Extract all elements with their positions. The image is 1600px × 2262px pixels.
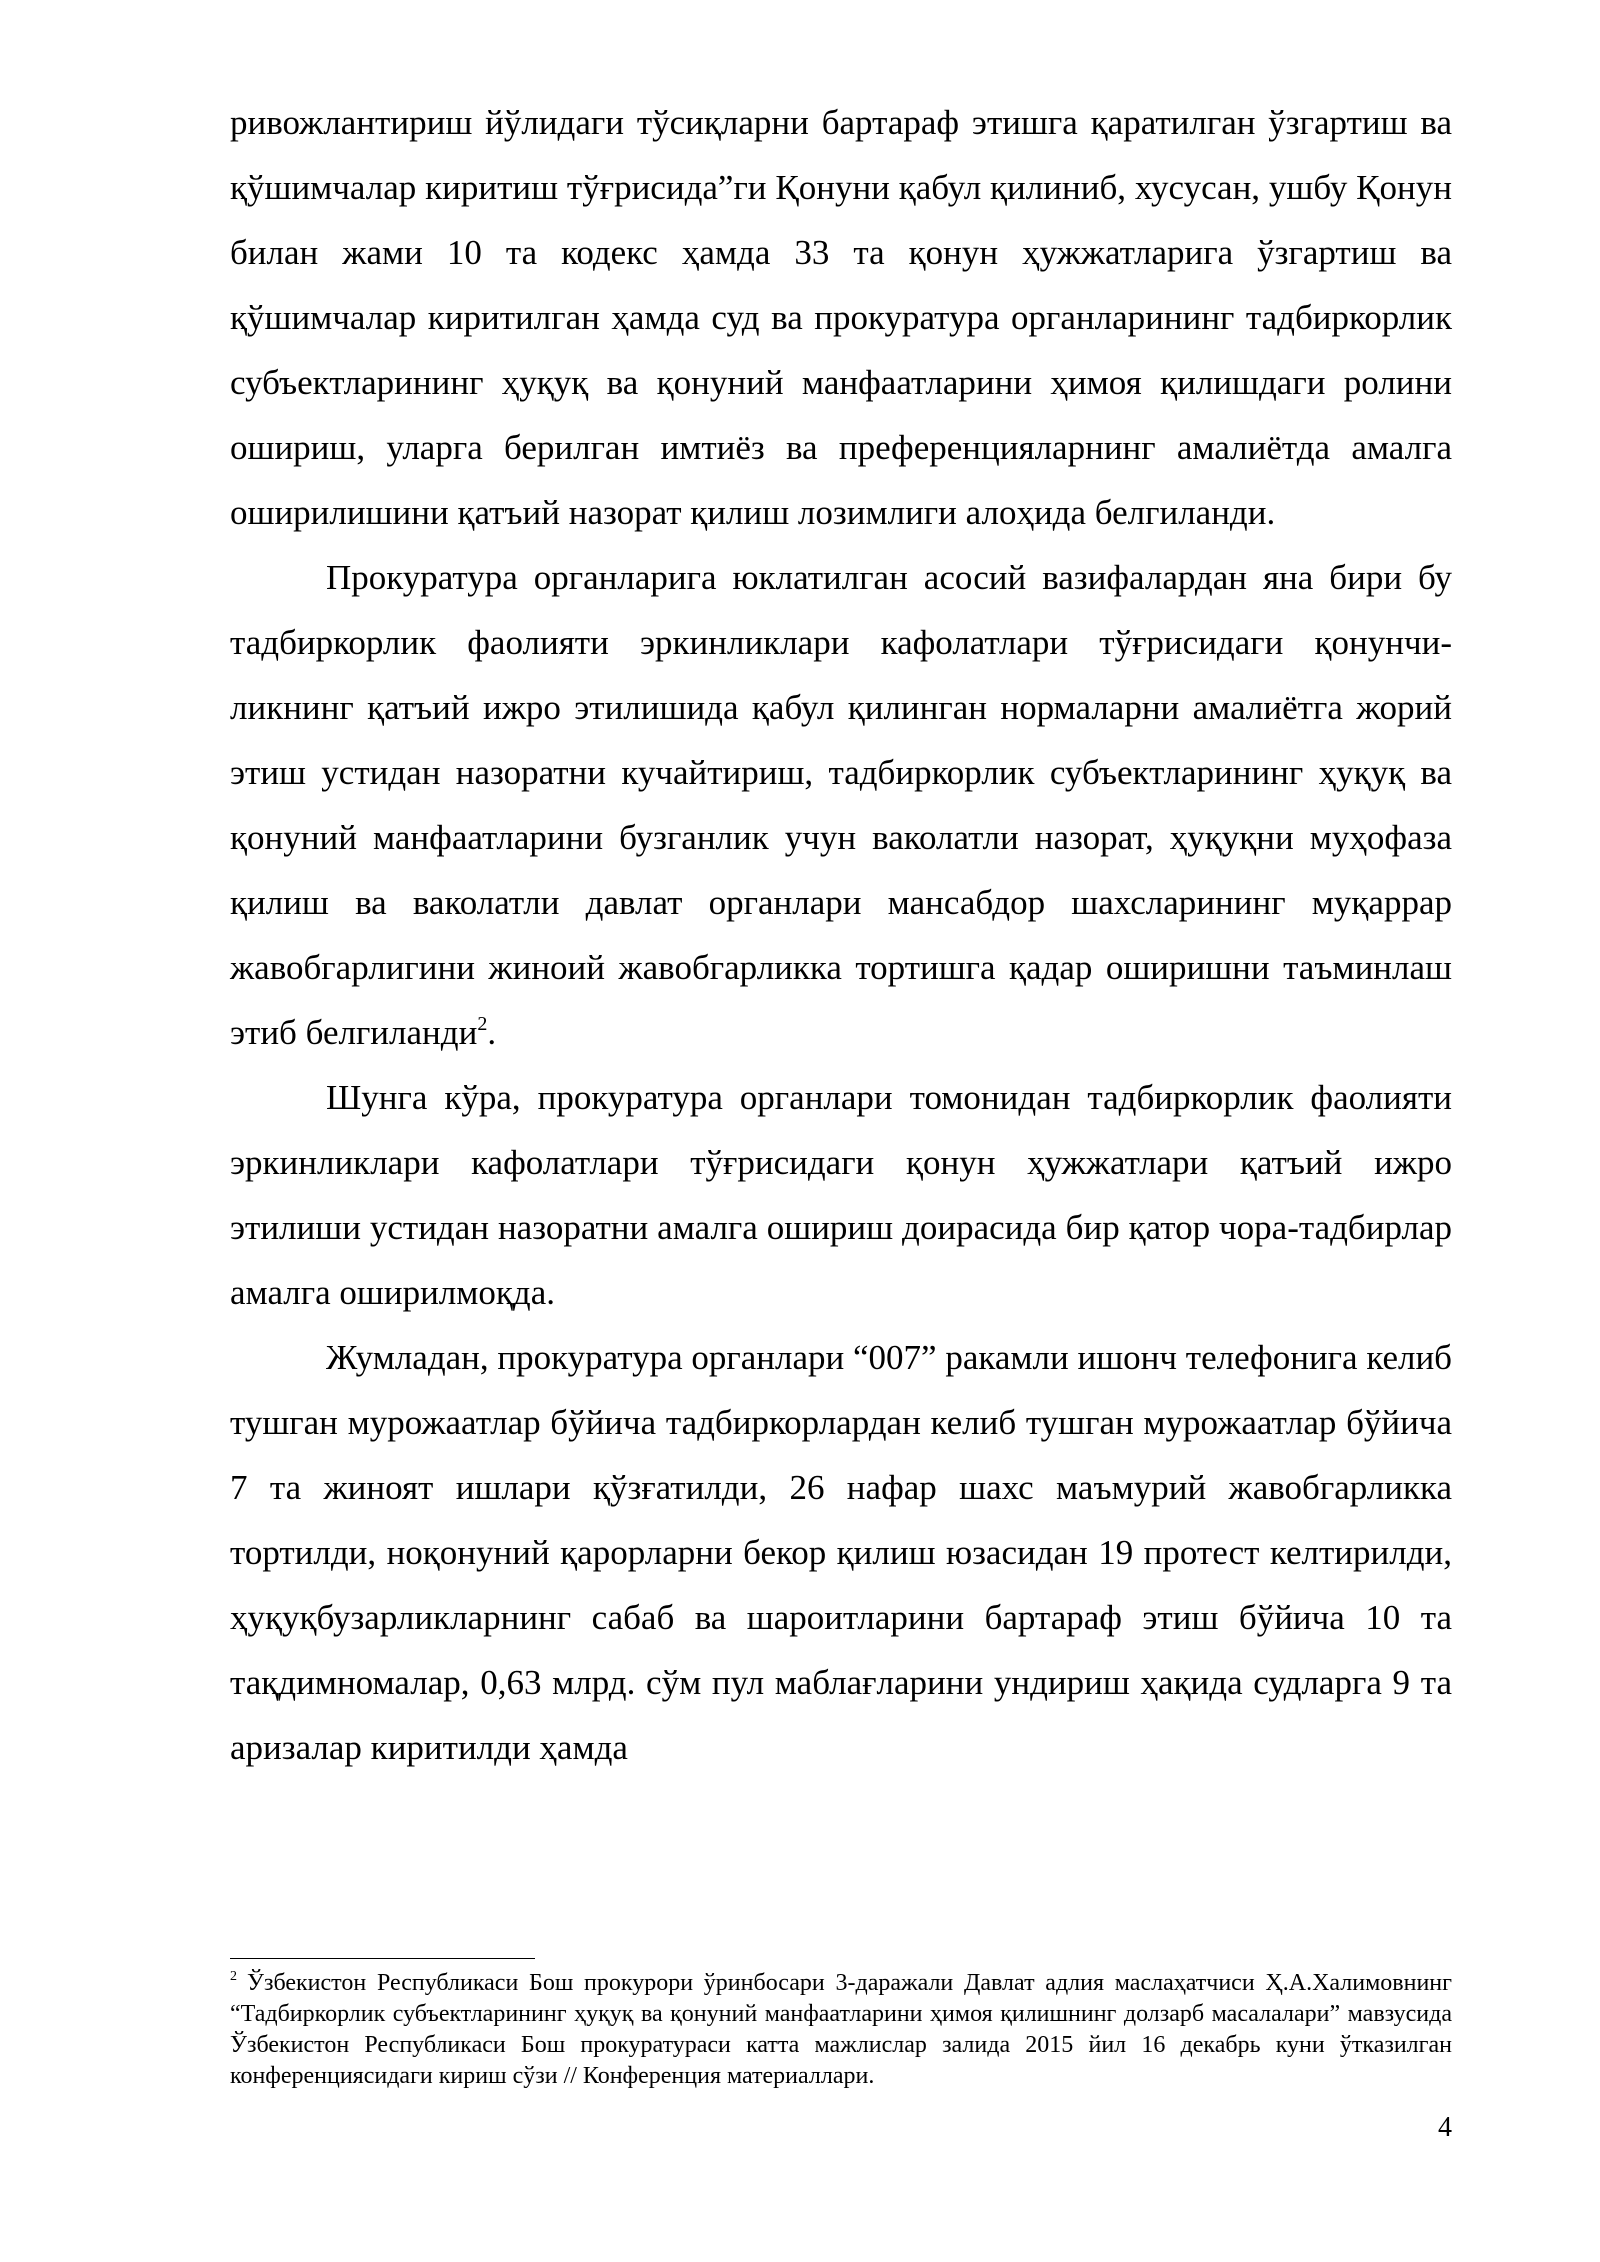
paragraph-4: Жумладан, прокуратура органлари “007” ракамли ишонч телефонига келиб тушган мурожаатлар бўйича тадбиркорлардан келиб тушган мурожаатлар бўйича 7 та жиноят ишлари қўзғатилди, 26 нафар шахс маъмурий жавобгарликка тортилди, ноқонуний қарорларни бекор қилиш юзасидан 19 протест келтирилди, ҳуқуқбузарликларнинг сабаб ва шароитларини бартараф этиш бўйича 10 та тақдимномалар, 0,63 млрд. сўм пул маблағларини ундириш ҳақида судларга 9 та аризалар киритилди ҳамда — [230, 1338, 1452, 1767]
footnote-text: Ўзбекистон Республикаси Бош прокурори ўринбосари 3-даражали Давлат адлия маслаҳатчиси Ҳ.А.Халимовнинг “Тадбиркорлик субъектларининг ҳуқуқ ва қонуний манфаатларини ҳимоя қилишнинг долзарб масалалари” мавзусида Ўзбекистон Республикаси Бош прокуратураси катта мажлислар залида 2015 йил 16 декабрь куни ўтказилган конференциясидаги кириш сўзи // Конференция материаллари. — [230, 1970, 1452, 2089]
paragraph-3: Шунга кўра, прокуратура органлари томонидан тадбиркорлик фаолияти эркинликлари кафолатлари тўғрисидаги қонун ҳужжатлари қатъий ижро этилиши устидан назоратни амалга ошириш доирасида бир қатор чора-тадбирлар амалга оширилмоқда. — [230, 1078, 1452, 1312]
main-text — [230, 90, 1452, 1780]
footnote — [230, 1968, 1452, 2092]
footnote-number: 2 — [230, 1969, 237, 1984]
footnote-reference[interactable]: 2 — [477, 1013, 488, 1035]
paragraph-2-text: Прокуратура органларига юклатилган асосий вазифалардан яна бири бу тадбиркорлик фаолияти эркинликлари кафолатлари тўғрисидаги қонунчи-ликнинг қатъий ижро этилишида қабул қилинган нормаларни амалиётга жорий этиш устидан назоратни кучайтириш, тадбиркорлик субъектларининг ҳуқуқ ва қонуний манфаатларини бузганлик учун ваколатли назорат, ҳуқуқни муҳофаза қилиш ва ваколатли давлат органлари мансабдор шахсларининг муқаррар жавобгарлигини жиноий жавобгарликка тортишга қадар оширишни таъминлаш этиб белгиланди — [230, 558, 1452, 1052]
footnote-separator — [230, 1958, 535, 1959]
page-number: 4 — [1438, 2112, 1452, 2143]
paragraph-2 — [230, 545, 1452, 1065]
paragraph-1: ривожлантириш йўлидаги тўсиқларни бартараф этишга қаратилган ўзгартиш ва қўшимчалар киритиш тўғрисида”ги Қонуни қабул қилиниб, хусусан, ушбу Қонун билан жами 10 та кодекс ҳамда 33 та қонун ҳужжатларига ўзгартиш ва қўшимчалар киритилган ҳамда суд ва прокуратура органларининг тадбиркорлик субъектларининг ҳуқуқ ва қонуний манфаатларини ҳимоя қилишдаги ролини ошириш, уларга берилган имтиёз ва преференцияларнинг амалиётда амалга оширилишини қатъий назорат қилиш лозимлиги алоҳида белгиланди. — [230, 103, 1452, 532]
paragraph-2-tail: . — [487, 1013, 497, 1052]
